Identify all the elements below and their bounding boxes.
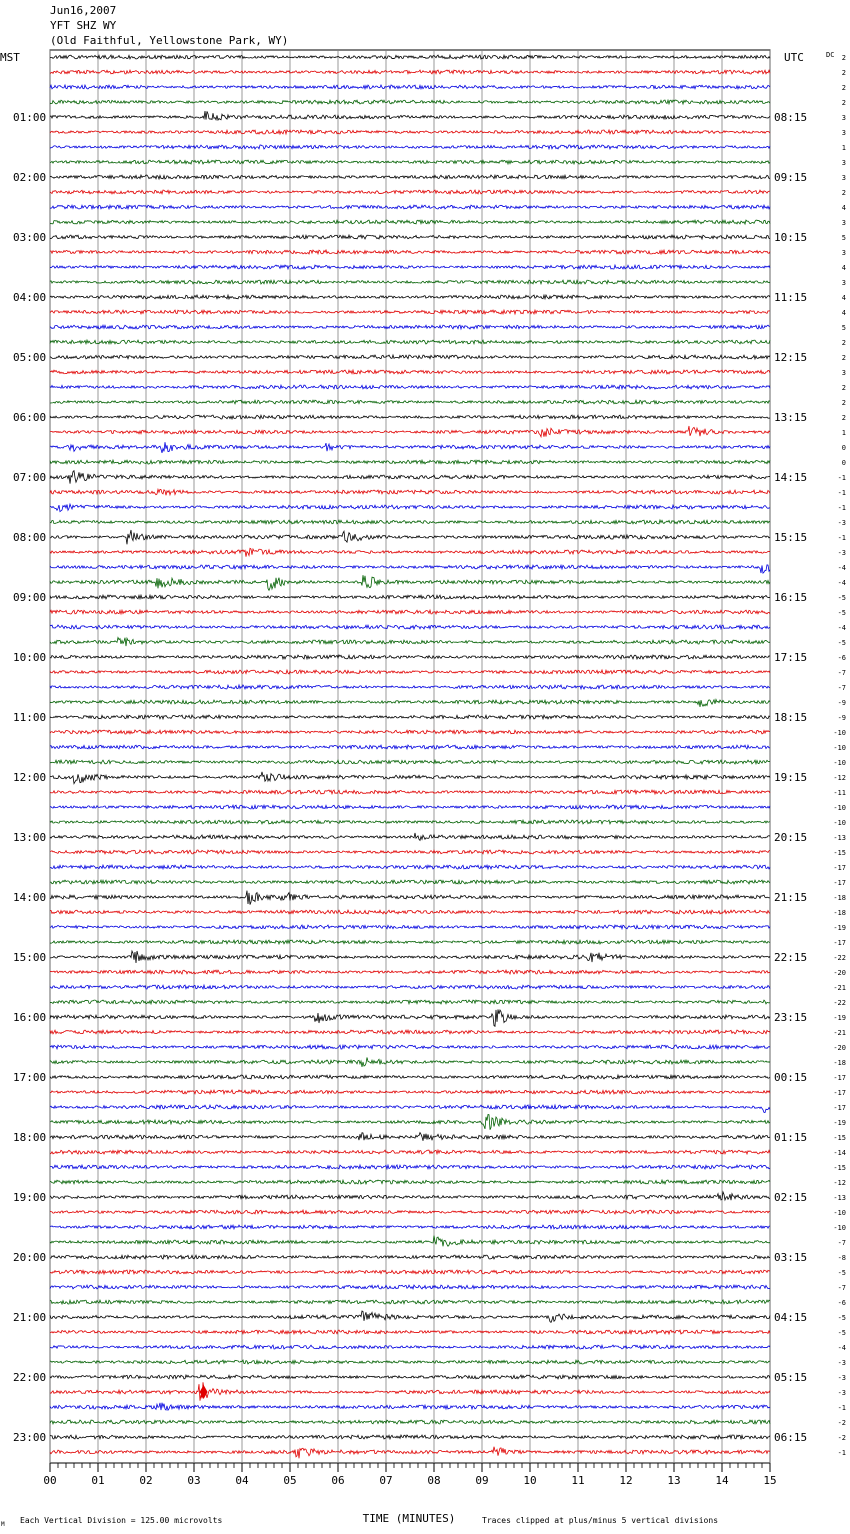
- dc-offset-value: -21: [833, 1029, 846, 1037]
- right-hour-label: 02:15: [774, 1191, 808, 1204]
- dc-offset-value: -5: [837, 639, 846, 647]
- dc-offset-value: -3: [837, 1359, 846, 1367]
- seismic-trace: [50, 1180, 770, 1184]
- dc-offset-value: -4: [837, 579, 846, 587]
- seismic-trace: [50, 190, 770, 194]
- x-tick-label: 05: [283, 1474, 297, 1487]
- dc-offset-value: 0: [841, 459, 846, 467]
- dc-offset-value: 3: [841, 219, 846, 227]
- seismic-trace: [50, 310, 770, 314]
- right-hour-label: 00:15: [774, 1071, 808, 1084]
- seismic-trace: [50, 265, 770, 269]
- dc-offset-value: -9: [837, 699, 846, 707]
- seismic-trace: [50, 655, 770, 659]
- seismic-trace: [50, 760, 770, 764]
- corner-mark: M: [1, 1521, 5, 1528]
- left-hour-label: 19:00: [13, 1191, 47, 1204]
- dc-offset-value: 4: [841, 294, 846, 302]
- seismic-trace: [50, 1210, 770, 1214]
- seismic-trace: [50, 685, 770, 689]
- dc-offset-value: -10: [833, 729, 846, 737]
- right-hour-label: 04:15: [774, 1311, 808, 1324]
- seismic-trace: [50, 575, 770, 590]
- dc-offset-value: -17: [833, 864, 846, 872]
- dc-offset-value: 5: [841, 324, 846, 332]
- left-hour-label: 04:00: [13, 291, 47, 304]
- right-hour-label: 17:15: [774, 651, 808, 664]
- seismic-trace: [50, 610, 770, 614]
- dc-offset-value: 0: [841, 444, 846, 452]
- seismic-trace: [50, 1057, 770, 1066]
- seismic-trace: [50, 460, 770, 464]
- dc-offset-value: 1: [841, 429, 846, 437]
- seismic-trace: [50, 100, 770, 104]
- dc-offset-value: -3: [837, 1389, 846, 1397]
- dc-offset-value: 2: [841, 414, 846, 422]
- dc-offset-value: -15: [833, 1164, 846, 1172]
- seismic-trace: [50, 205, 770, 209]
- seismic-trace: [50, 1150, 770, 1154]
- left-hour-label: 18:00: [13, 1131, 47, 1144]
- dc-offset-value: -4: [837, 564, 846, 572]
- dc-offset-value: -14: [833, 1149, 846, 1157]
- dc-offset-value: -10: [833, 744, 846, 752]
- seismic-trace: [50, 970, 770, 974]
- x-tick-label: 07: [379, 1474, 393, 1487]
- seismic-trace: [50, 70, 770, 74]
- left-hour-label: 05:00: [13, 351, 47, 364]
- seismic-trace: [50, 504, 770, 512]
- dc-offset-value: -3: [837, 549, 846, 557]
- seismic-trace: [50, 1009, 770, 1026]
- left-hour-label: 22:00: [13, 1371, 47, 1384]
- seismic-trace: [50, 940, 770, 944]
- seismic-trace: [50, 1330, 770, 1334]
- seismic-trace: [50, 340, 770, 344]
- left-hour-label: 06:00: [13, 411, 47, 424]
- dc-offset-value: -2: [837, 1434, 846, 1442]
- seismic-trace: [50, 1165, 770, 1169]
- dc-offset-value: -19: [833, 924, 846, 932]
- seismic-trace: [50, 745, 770, 749]
- seismic-trace: [50, 235, 770, 239]
- seismic-trace: [50, 442, 770, 453]
- left-hour-label: 02:00: [13, 171, 47, 184]
- dc-offset-value: -18: [833, 894, 846, 902]
- dc-offset-value: -8: [837, 1254, 846, 1262]
- seismic-trace: [50, 715, 770, 719]
- x-axis-title: TIME (MINUTES): [362, 1512, 456, 1525]
- seismic-trace: [50, 400, 770, 404]
- right-hour-label: 19:15: [774, 771, 808, 784]
- seismic-trace: [50, 985, 770, 989]
- left-hour-label: 07:00: [13, 471, 47, 484]
- right-hour-label: 09:15: [774, 171, 808, 184]
- seismic-trace: [50, 530, 770, 544]
- dc-offset-value: -18: [833, 1059, 846, 1067]
- seismic-trace: [50, 85, 770, 89]
- dc-offset-value: -1: [837, 1404, 846, 1412]
- dc-offset-value: -6: [837, 1299, 846, 1307]
- seismic-trace: [50, 1105, 770, 1113]
- seismic-trace: [50, 699, 770, 706]
- seismic-trace: [50, 1225, 770, 1229]
- x-tick-label: 13: [667, 1474, 681, 1487]
- seismic-trace: [50, 1382, 770, 1400]
- seismic-trace: [50, 1300, 770, 1304]
- dc-offset-value: -1: [837, 534, 846, 542]
- right-hour-label: 22:15: [774, 951, 808, 964]
- right-hour-label: 03:15: [774, 1251, 808, 1264]
- seismic-trace: [50, 565, 770, 573]
- dc-offset-value: -15: [833, 1134, 846, 1142]
- seismic-trace: [50, 833, 770, 840]
- seismic-trace: [50, 111, 770, 120]
- seismic-trace: [50, 325, 770, 329]
- dc-offset-value: -22: [833, 954, 846, 962]
- x-tick-label: 00: [43, 1474, 57, 1487]
- dc-offset-value: 4: [841, 264, 846, 272]
- right-hour-label: 18:15: [774, 711, 808, 724]
- x-tick-label: 15: [763, 1474, 777, 1487]
- scale-note: Each Vertical Division = 125.00 microvolts: [20, 1516, 223, 1525]
- seismic-trace: [50, 385, 770, 389]
- seismic-trace: [50, 370, 770, 374]
- seismic-trace: [50, 130, 770, 134]
- seismic-trace: [50, 1360, 770, 1364]
- seismic-trace: [50, 1403, 770, 1411]
- x-tick-label: 01: [91, 1474, 105, 1487]
- dc-offset-header: DC: [826, 51, 835, 59]
- seismic-trace: [50, 1090, 770, 1094]
- dc-offset-value: -13: [833, 1194, 846, 1202]
- right-hour-label: 12:15: [774, 351, 808, 364]
- right-timezone-label: UTC: [784, 51, 804, 64]
- seismic-trace: [50, 548, 770, 556]
- x-tick-label: 03: [187, 1474, 201, 1487]
- dc-offset-value: -5: [837, 1314, 846, 1322]
- x-tick-label: 11: [571, 1474, 585, 1487]
- seismic-trace: [50, 625, 770, 629]
- dc-offset-value: 1: [841, 144, 846, 152]
- right-hour-label: 10:15: [774, 231, 808, 244]
- x-tick-label: 14: [715, 1474, 729, 1487]
- right-hour-label: 05:15: [774, 1371, 808, 1384]
- station-code: YFT SHZ WY: [50, 19, 117, 32]
- seismic-trace: [50, 1192, 770, 1200]
- dc-offset-value: 3: [841, 249, 846, 257]
- right-hour-label: 14:15: [774, 471, 808, 484]
- dc-offset-value: -10: [833, 1209, 846, 1217]
- left-hour-label: 20:00: [13, 1251, 47, 1264]
- dc-offset-value: -5: [837, 594, 846, 602]
- left-hour-label: 01:00: [13, 111, 47, 124]
- seismic-trace: [50, 1115, 770, 1130]
- dc-offset-value: -17: [833, 1104, 846, 1112]
- seismic-trace: [50, 175, 770, 179]
- seismic-trace: [50, 951, 770, 963]
- dc-offset-value: -5: [837, 609, 846, 617]
- seismic-trace: [50, 426, 770, 437]
- dc-offset-value: -10: [833, 804, 846, 812]
- dc-offset-value: 2: [841, 354, 846, 362]
- dc-offset-value: 2: [841, 189, 846, 197]
- dc-offset-value: 2: [841, 84, 846, 92]
- dc-offset-value: -7: [837, 1284, 846, 1292]
- right-hour-label: 06:15: [774, 1431, 808, 1444]
- left-hour-label: 17:00: [13, 1071, 47, 1084]
- dc-offset-value: -17: [833, 1074, 846, 1082]
- dc-offset-value: -10: [833, 1224, 846, 1232]
- seismic-trace: [50, 1270, 770, 1274]
- x-tick-label: 06: [331, 1474, 345, 1487]
- seismic-trace: [50, 415, 770, 419]
- seismic-trace: [50, 805, 770, 809]
- seismic-trace: [50, 295, 770, 299]
- dc-offset-value: -4: [837, 624, 846, 632]
- right-hour-label: 08:15: [774, 111, 808, 124]
- seismic-trace: [50, 1375, 770, 1379]
- dc-offset-value: -20: [833, 969, 846, 977]
- dc-offset-value: -19: [833, 1014, 846, 1022]
- dc-offset-value: -12: [833, 1179, 846, 1187]
- seismic-trace: [50, 1000, 770, 1004]
- seismic-trace: [50, 1030, 770, 1034]
- seismic-trace: [50, 1311, 770, 1322]
- dc-offset-value: 5: [841, 234, 846, 242]
- right-hour-label: 01:15: [774, 1131, 808, 1144]
- left-hour-label: 14:00: [13, 891, 47, 904]
- dc-offset-value: -1: [837, 1449, 846, 1457]
- dc-offset-value: 2: [841, 384, 846, 392]
- seismic-trace: [50, 471, 770, 484]
- seismic-trace: [50, 1447, 770, 1459]
- station-location: (Old Faithful, Yellowstone Park, WY): [50, 34, 289, 47]
- plot-frame: [50, 50, 770, 1463]
- x-tick-label: 04: [235, 1474, 249, 1487]
- left-hour-label: 13:00: [13, 831, 47, 844]
- seismic-trace: [50, 1075, 770, 1079]
- seismic-trace: [50, 925, 770, 929]
- right-hour-label: 23:15: [774, 1011, 808, 1024]
- seismic-trace: [50, 880, 770, 884]
- seismic-trace: [50, 730, 770, 734]
- left-hour-label: 12:00: [13, 771, 47, 784]
- dc-offset-value: -17: [833, 939, 846, 947]
- seismic-trace: [50, 1420, 770, 1424]
- seismic-trace: [50, 220, 770, 224]
- seismic-trace: [50, 1045, 770, 1049]
- dc-offset-value: 3: [841, 114, 846, 122]
- dc-offset-value: 2: [841, 339, 846, 347]
- dc-offset-value: 3: [841, 129, 846, 137]
- seismic-trace: [50, 160, 770, 164]
- dc-offset-value: 4: [841, 204, 846, 212]
- seismic-trace: [50, 820, 770, 824]
- dc-offset-value: 2: [841, 54, 846, 62]
- dc-offset-value: -17: [833, 879, 846, 887]
- dc-offset-value: -1: [837, 474, 846, 482]
- dc-offset-value: -21: [833, 984, 846, 992]
- dc-offset-value: -10: [833, 759, 846, 767]
- dc-offset-value: -3: [837, 519, 846, 527]
- right-hour-label: 20:15: [774, 831, 808, 844]
- right-hour-label: 16:15: [774, 591, 808, 604]
- left-hour-label: 09:00: [13, 591, 47, 604]
- dc-offset-value: -13: [833, 834, 846, 842]
- seismic-trace: [50, 910, 770, 914]
- left-hour-label: 23:00: [13, 1431, 47, 1444]
- seismic-trace: [50, 1285, 770, 1289]
- dc-offset-value: -4: [837, 1344, 846, 1352]
- seismic-trace: [50, 250, 770, 254]
- dc-offset-value: -5: [837, 1329, 846, 1337]
- dc-offset-value: -3: [837, 1374, 846, 1382]
- dc-offset-value: 3: [841, 369, 846, 377]
- left-hour-label: 11:00: [13, 711, 47, 724]
- left-hour-label: 15:00: [13, 951, 47, 964]
- dc-offset-value: -9: [837, 714, 846, 722]
- seismic-trace: [50, 1345, 770, 1349]
- seismic-trace: [50, 489, 770, 495]
- seismic-traces: [50, 55, 770, 1458]
- dc-offset-value: 3: [841, 174, 846, 182]
- clip-note: Traces clipped at plus/minus 5 vertical divisions: [482, 1516, 719, 1525]
- left-hour-label: 03:00: [13, 231, 47, 244]
- dc-offset-value: -2: [837, 1419, 846, 1427]
- x-tick-label: 02: [139, 1474, 153, 1487]
- dc-offset-value: -15: [833, 849, 846, 857]
- seismic-trace: [50, 891, 770, 905]
- dc-offset-value: -1: [837, 489, 846, 497]
- dc-offset-value: -20: [833, 1044, 846, 1052]
- right-hour-label: 13:15: [774, 411, 808, 424]
- seismic-trace: [50, 595, 770, 599]
- x-tick-label: 12: [619, 1474, 633, 1487]
- dc-offset-value: -19: [833, 1119, 846, 1127]
- left-hour-label: 21:00: [13, 1311, 47, 1324]
- dc-offset-value: -11: [833, 789, 846, 797]
- right-hour-label: 15:15: [774, 531, 808, 544]
- seismic-trace: [50, 145, 770, 149]
- left-timezone-label: MST: [0, 51, 20, 64]
- seismic-trace: [50, 1133, 770, 1141]
- dc-offset-value: -22: [833, 999, 846, 1007]
- dc-offset-value: -17: [833, 1089, 846, 1097]
- left-hour-label: 08:00: [13, 531, 47, 544]
- x-tick-label: 08: [427, 1474, 441, 1487]
- dc-offset-value: 2: [841, 69, 846, 77]
- right-hour-label: 11:15: [774, 291, 808, 304]
- dc-offset-value: -12: [833, 774, 846, 782]
- seismic-trace: [50, 55, 770, 59]
- dc-offset-value: -7: [837, 669, 846, 677]
- x-tick-label: 09: [475, 1474, 489, 1487]
- dc-offset-value: 3: [841, 159, 846, 167]
- seismic-trace: [50, 670, 770, 674]
- dc-offset-value: 2: [841, 99, 846, 107]
- dc-offset-value: 2: [841, 399, 846, 407]
- recording-date: Jun16,2007: [50, 4, 117, 17]
- dc-offset-value: -1: [837, 504, 846, 512]
- dc-offset-value: -7: [837, 684, 846, 692]
- seismic-trace: [50, 355, 770, 359]
- left-hour-label: 16:00: [13, 1011, 47, 1024]
- seismic-trace: [50, 1435, 770, 1439]
- seismic-trace: [50, 280, 770, 284]
- dc-offset-value: -18: [833, 909, 846, 917]
- dc-offset-value: -6: [837, 654, 846, 662]
- seismic-trace: [50, 638, 770, 647]
- dc-offset-value: -7: [837, 1239, 846, 1247]
- x-tick-label: 10: [523, 1474, 537, 1487]
- dc-offset-value: -10: [833, 819, 846, 827]
- right-hour-label: 21:15: [774, 891, 808, 904]
- seismic-trace: [50, 520, 770, 524]
- seismic-trace: [50, 790, 770, 794]
- seismic-trace: [50, 772, 770, 784]
- dc-offset-value: 4: [841, 309, 846, 317]
- dc-offset-value: 3: [841, 279, 846, 287]
- dc-offset-value: -5: [837, 1269, 846, 1277]
- left-hour-label: 10:00: [13, 651, 47, 664]
- seismic-trace: [50, 865, 770, 869]
- seismic-trace: [50, 1255, 770, 1259]
- seismic-trace: [50, 1236, 770, 1247]
- seismic-trace: [50, 850, 770, 854]
